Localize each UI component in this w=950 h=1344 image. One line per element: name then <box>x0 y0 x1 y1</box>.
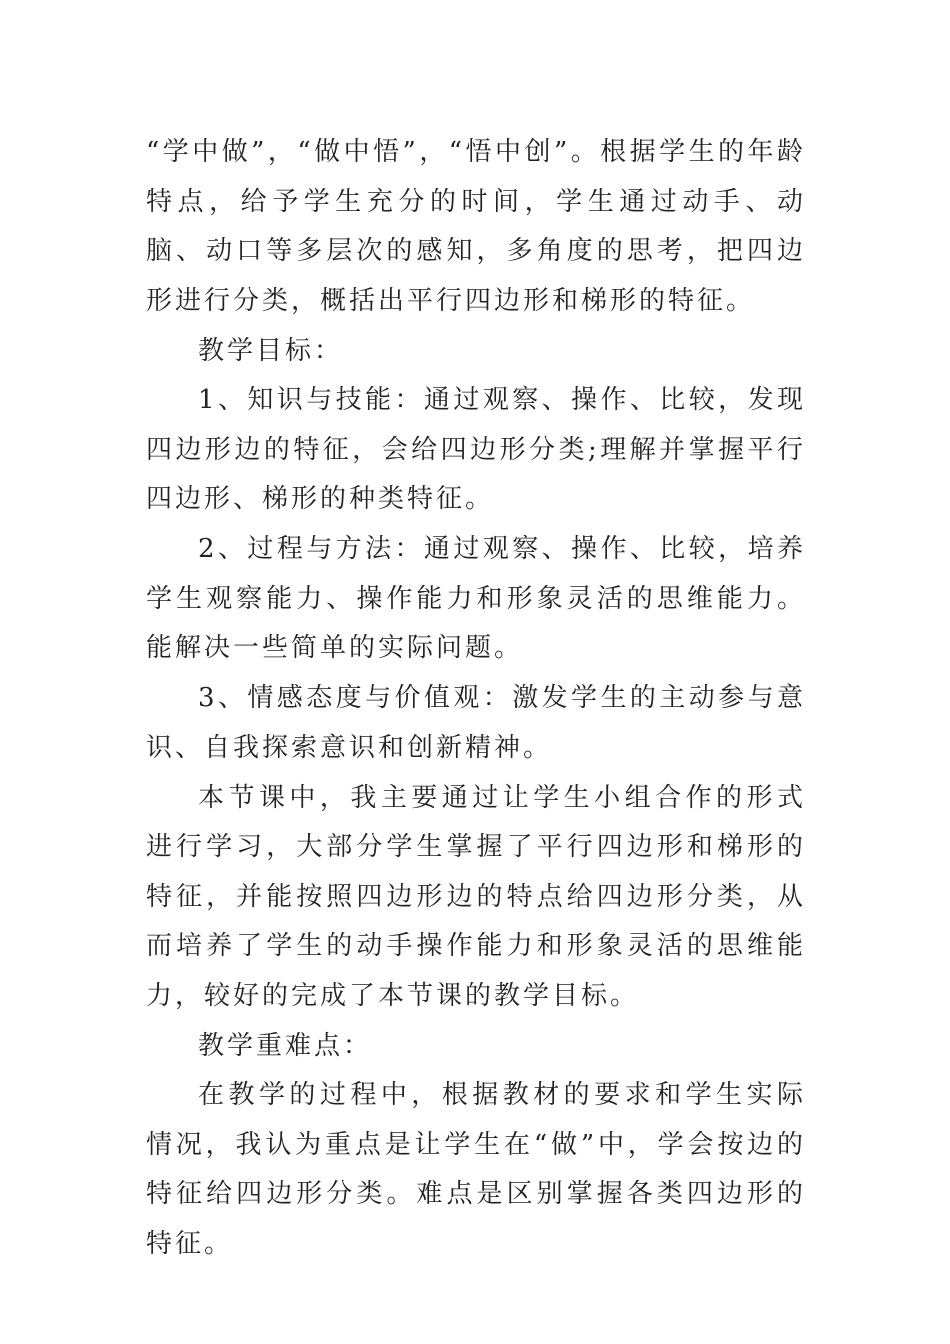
lesson-summary: 本节课中，我主要通过让学生小组合作的形式进行学习，大部分学生掌握了平行四边形和梯形的特征，并能按照四边形边的特点给四边形分类，从而培养了学生的动手操作能力和形象灵活的思维能力，较好的完成了本节课的教学目标。 <box>146 782 806 1011</box>
objective-1: 1、知识与技能：通过观察、操作、比较，发现四边形边的特征，会给四边形分类;理解并掌握平行四边形、梯形的种类特征。 <box>146 385 806 514</box>
objective-2: 2、过程与方法：通过观察、操作、比较，培养学生观察能力、操作能力和形象灵活的思维能力。能解决一些简单的实际问题。 <box>146 534 806 663</box>
document-page <box>146 128 806 1270</box>
objectives-heading: 教学目标： <box>198 335 344 366</box>
objective-3: 3、情感态度与价值观：激发学生的主动参与意识、自我探索意识和创新精神。 <box>146 683 806 763</box>
intro-paragraph: “学中做”，“做中悟”，“悟中创”。根据学生的年龄特点，给予学生充分的时间，学生通过动手、动脑、动口等多层次的感知，多角度的思考，把四边形进行分类，概括出平行四边形和梯形的特征。 <box>146 137 806 316</box>
key-points-heading: 教学重难点： <box>198 1030 373 1061</box>
key-points-paragraph: 在教学的过程中，根据教材的要求和学生实际情况，我认为重点是让学生在“做”中，学会按边的特征给四边形分类。难点是区别掌握各类四边形的特征。 <box>146 1080 806 1259</box>
